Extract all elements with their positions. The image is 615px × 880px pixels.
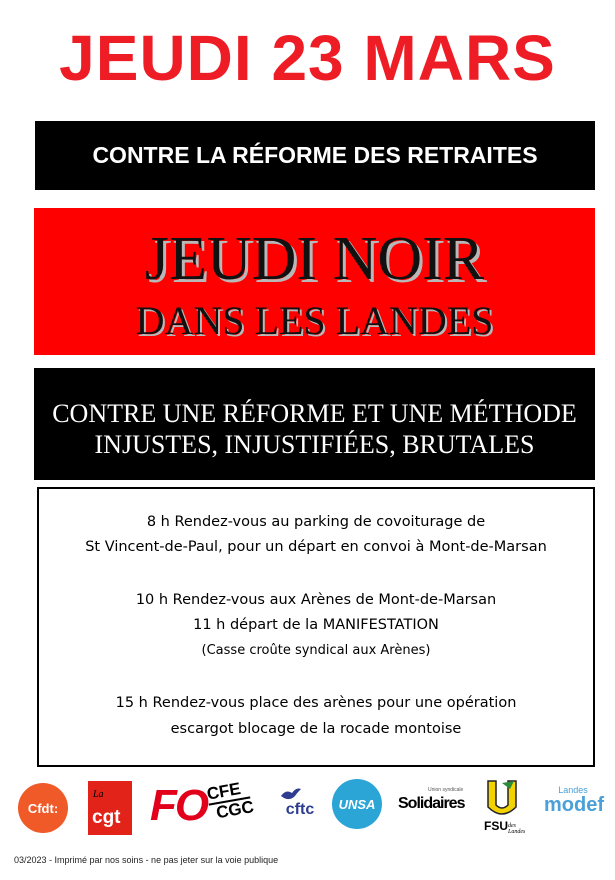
cgc-logo-text: CGC bbox=[214, 797, 256, 823]
schedule-box bbox=[37, 487, 595, 767]
black-thursday-title: JEUDI NOIR bbox=[144, 225, 485, 293]
footer-note: 03/2023 - Imprimé par nos soins - ne pas jeter sur la voie publique bbox=[14, 855, 279, 865]
schedule-line-convoy: St Vincent-de-Paul, pour un départ en convoi à Mont-de-Marsan bbox=[85, 539, 547, 555]
cfdt-logo bbox=[18, 783, 68, 833]
fsu-emblem-icon bbox=[484, 779, 520, 817]
solidaires-logo bbox=[398, 787, 474, 823]
unsa-logo bbox=[332, 779, 382, 829]
black-thursday-banner bbox=[34, 208, 595, 355]
fsu-logo-text: FSU bbox=[484, 819, 508, 833]
cgt-logo-text: cgt bbox=[92, 807, 121, 828]
landes-subtitle: DANS LES LANDES bbox=[135, 298, 494, 343]
schedule-line-10h: 10 h Rendez-vous aux Arènes de Mont-de-Marsan bbox=[135, 592, 497, 608]
modef-logo-text: modef bbox=[544, 794, 604, 816]
cfdt-logo-text: Cfdt: bbox=[27, 800, 59, 816]
cftc-logo bbox=[276, 787, 324, 833]
reform-banner-text: CONTRE LA RÉFORME DES RETRAITES bbox=[92, 142, 538, 168]
fo-logo: FO bbox=[150, 781, 208, 830]
cfe-cgc-logo bbox=[206, 777, 267, 841]
solidaires-logo-small: Union syndicale bbox=[428, 787, 464, 793]
modef-logo bbox=[544, 785, 602, 831]
page-title: JEUDI 23 MARS bbox=[59, 22, 556, 94]
union-logos bbox=[0, 775, 615, 845]
cfe-logo-text: CFE bbox=[206, 779, 251, 806]
fsu-logo bbox=[482, 779, 534, 839]
fsu-logo-small: des Landes bbox=[508, 823, 526, 835]
schedule-line-11h: 11 h départ de la MANIFESTATION bbox=[193, 617, 439, 633]
schedule-line-escargot: escargot blocage de la rocade montoise bbox=[170, 721, 462, 737]
solidaires-logo-text: Solidaires bbox=[398, 795, 465, 812]
method-banner bbox=[34, 368, 595, 480]
dove-icon bbox=[280, 787, 302, 801]
cgt-logo bbox=[88, 781, 132, 835]
schedule-line-8h: 8 h Rendez-vous au parking de covoiturage de bbox=[146, 514, 486, 530]
unsa-logo-text: UNSA bbox=[338, 796, 376, 812]
method-banner-line1: CONTRE UNE RÉFORME ET UNE MÉTHODE bbox=[52, 399, 577, 428]
cftc-logo-text: cftc bbox=[285, 801, 315, 818]
schedule-line-15h: 15 h Rendez-vous place des arènes pour une opération bbox=[115, 695, 517, 711]
reform-banner bbox=[35, 121, 595, 190]
cgt-logo-small: La bbox=[93, 789, 104, 800]
schedule-line-lunch: (Casse croûte syndical aux Arènes) bbox=[201, 643, 431, 658]
modef-logo-small: Landes bbox=[558, 785, 588, 795]
method-banner-line2: INJUSTES, INJUSTIFIÉES, BRUTALES bbox=[94, 430, 535, 459]
